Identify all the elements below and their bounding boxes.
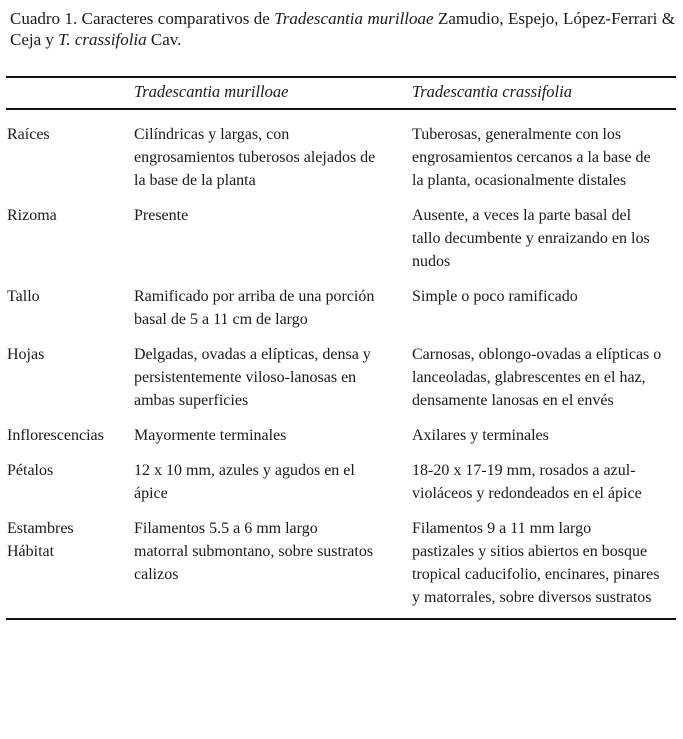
cell-crassifolia: pastizales y sitios abiertos en bosque tropical caducifolio, encinares, pinares y matorrales, sobre diversos sustratos <box>412 543 660 606</box>
cell-murilloae: Filamentos 5.5 a 6 mm largo <box>134 520 318 537</box>
cell-crassifolia: Simple o poco ramificado <box>412 288 578 305</box>
row-label: Tallo <box>7 288 40 305</box>
table-body <box>0 110 683 618</box>
row-label: Hábitat <box>7 543 55 560</box>
table-row-rizoma <box>7 204 683 273</box>
cell-murilloae: Ramificado por arriba de una porción basal de 5 a 11 cm de largo <box>134 288 375 328</box>
row-label: Pétalos <box>7 462 54 479</box>
table-bottom-rule <box>6 618 676 620</box>
table-row-inflorescencias <box>7 424 683 447</box>
row-label: Hojas <box>7 346 45 363</box>
table-caption <box>10 8 675 50</box>
cell-crassifolia: Carnosas, oblongo-ovadas a elípticas o lanceoladas, glabrescentes en el haz, densamente lanosas en el envés <box>412 346 662 409</box>
row-label: Inflorescencias <box>7 427 104 444</box>
caption-middle: Zamudio, Espejo, López-Ferrari & Ceja y <box>10 9 675 49</box>
row-label: Estambres <box>7 520 74 537</box>
column-header-murilloae: Tradescantia murilloae <box>134 82 289 101</box>
species-name-murilloae: Tradescantia murilloae <box>274 9 434 28</box>
table-row-hojas <box>7 343 683 412</box>
paper-page <box>0 8 683 739</box>
cell-crassifolia: Axilares y terminales <box>412 427 549 444</box>
cell-murilloae: Presente <box>134 207 189 224</box>
cell-murilloae: Delgadas, ovadas a elípticas, densa y persistentemente viloso-lanosas en ambas superficies <box>134 346 371 409</box>
table-header-row <box>0 78 683 108</box>
cell-crassifolia: Tuberosas, generalmente con los engrosamientos cercanos a la base de la planta, ocasionalmente distales <box>412 126 651 189</box>
table-row-estambres <box>7 517 683 540</box>
species-name-crassifolia: T. crassifolia <box>58 30 147 49</box>
table-row-habitat <box>7 540 683 609</box>
cell-murilloae: 12 x 10 mm, azules y agudos en el ápice <box>134 462 355 502</box>
comparison-table <box>0 76 683 620</box>
cell-murilloae: matorral submontano, sobre sustratos calizos <box>134 543 374 583</box>
table-row-petalos <box>7 459 683 505</box>
cell-crassifolia: Ausente, a veces la parte basal del tallo decumbente y enraizando en los nudos <box>412 207 650 270</box>
cell-crassifolia: 18-20 x 17-19 mm, rosados a azul-violáceos y redondeados en el ápice <box>412 462 642 502</box>
table-row-raices <box>7 123 683 192</box>
caption-suffix: Cav. <box>146 30 182 49</box>
cell-murilloae: Mayormente terminales <box>134 427 287 444</box>
cell-murilloae: Cilíndricas y largas, con engrosamientos tuberosos alejados de la base de la planta <box>134 126 376 189</box>
column-header-crassifolia: Tradescantia crassifolia <box>412 82 572 101</box>
row-label: Raíces <box>7 126 50 143</box>
cell-crassifolia: Filamentos 9 a 11 mm largo <box>412 520 592 537</box>
table-row-tallo <box>7 285 683 331</box>
row-label: Rizoma <box>7 207 57 224</box>
caption-prefix: Cuadro 1. Caracteres comparativos de <box>10 9 275 28</box>
